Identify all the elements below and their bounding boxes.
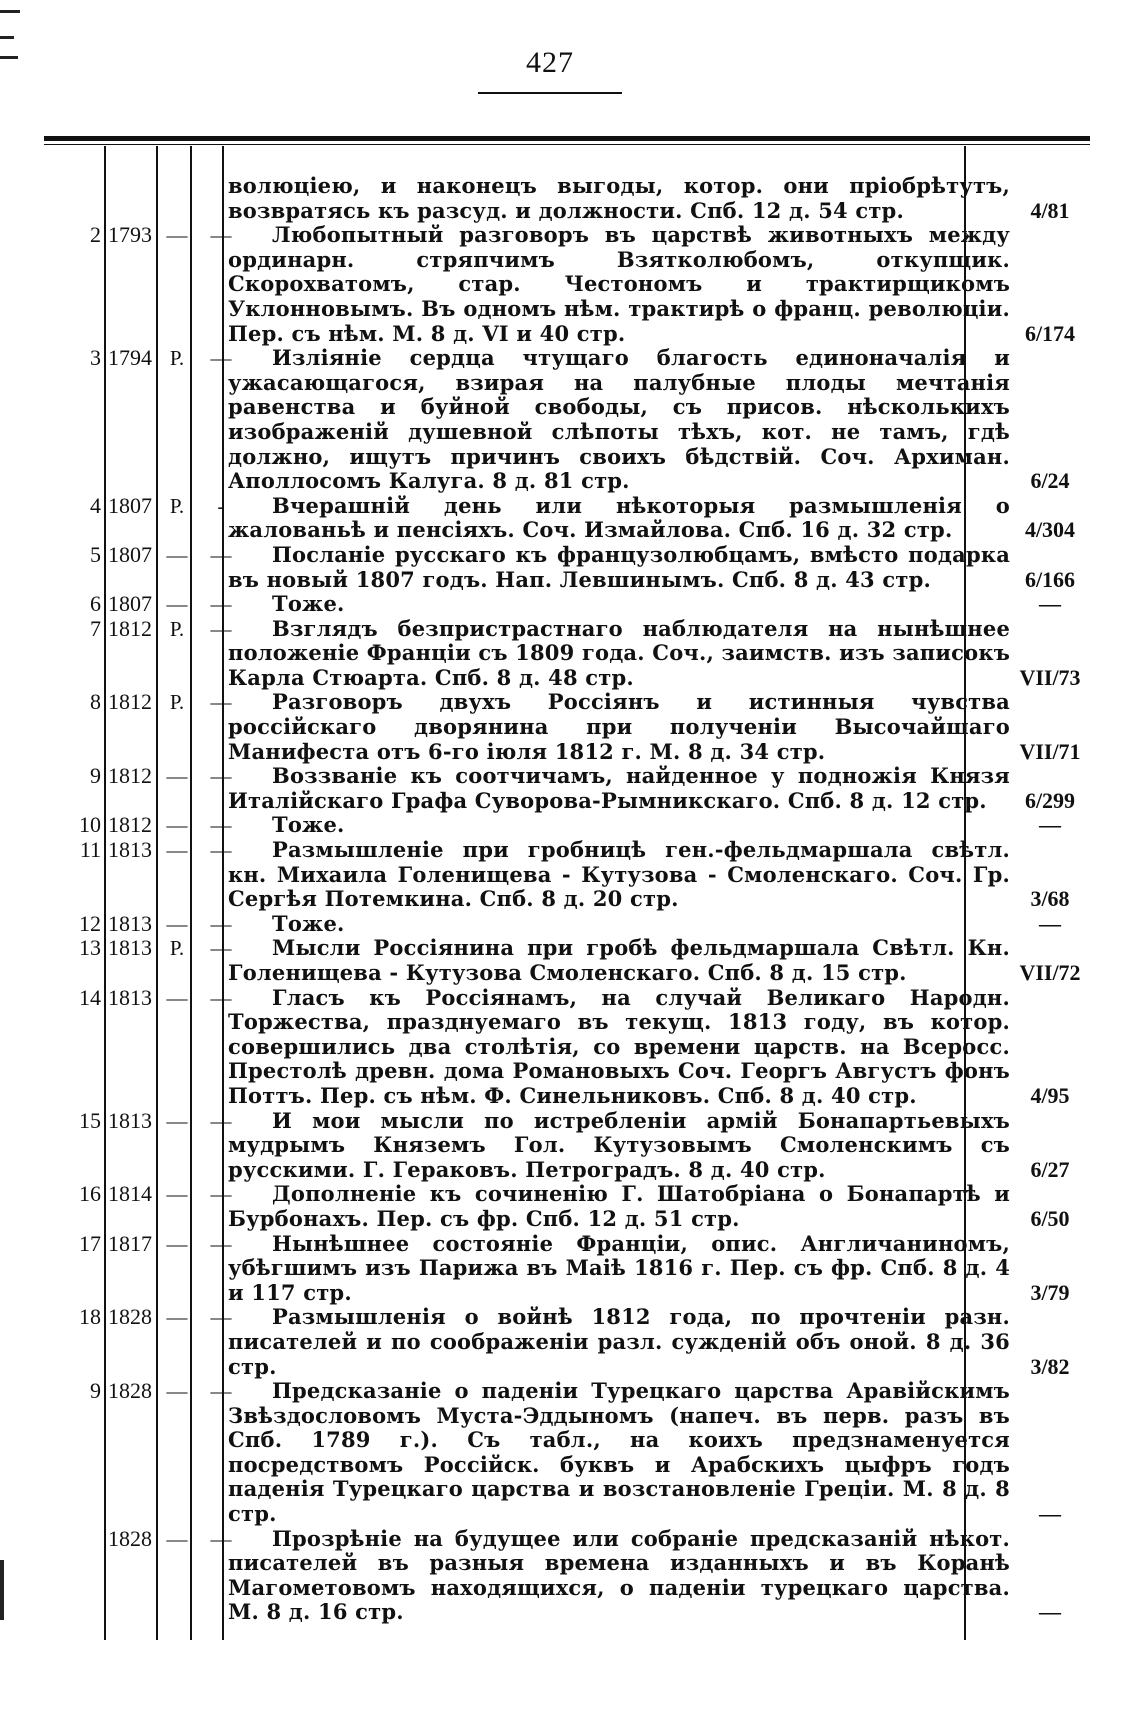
entry-year: 1812 <box>108 812 152 838</box>
entry-year: 1812 <box>108 763 152 789</box>
entry-mark: — <box>166 764 188 789</box>
entry-number: 6 <box>90 591 101 617</box>
catalog-entry <box>44 1232 1094 1306</box>
entry-price: VII/72 <box>1019 960 1081 985</box>
entry-year: 1813 <box>108 984 152 1010</box>
top-rule <box>44 136 1090 141</box>
entry-price: 6/27 <box>1030 1156 1070 1182</box>
entry-price: 6/174 <box>1024 320 1076 346</box>
entry-number: 17 <box>79 1230 101 1256</box>
entry-number: 16 <box>79 1181 101 1207</box>
entry-number: 4 <box>90 492 101 518</box>
catalog-entry <box>44 1379 1094 1527</box>
entry-price: 4/81 <box>1030 197 1070 223</box>
entry-mark2: — <box>210 223 232 248</box>
entry-mark2: — <box>210 1379 232 1404</box>
entry-text: Предсказаніе о паденіи Турецкаго царства Аравійскимъ Звѣздословомъ Муста-Эддыномъ (напеч. въ перв. разъ въ Спб. 1789 г.). Съ табл., на коихъ предзнаменуется посредствомъ Россійск. буквъ и Арабскихъ цыфръ годъ паденія Турецкаго царства и возстановленіе Греціи. М. 8 д. 8 стр. <box>228 1378 1010 1527</box>
entry-text: Нынѣшнее состояніе Франціи, опис. Англичаниномъ, убѣгшимъ изъ Парижа въ Маіѣ 1816 г. Пер. съ фр. Спб. 8 д. 4 и 117 стр. <box>228 1230 1010 1305</box>
catalog-entry <box>44 223 1094 346</box>
entry-text: Гласъ къ Россіянамъ, на случай Великаго Народн. Торжества, празднуемаго въ текущ. 1813 году, въ котор. совершились два столѣтія, со времени царств. на Всеросс. Престолѣ древн. дома Романовыхъ Соч. Георгъ Августъ фонъ Поттъ. Пер. съ нѣм. Ф. Синельниковъ. Спб. 8 д. 40 стр. <box>228 984 1010 1108</box>
catalog-entry <box>44 1305 1094 1379</box>
entry-mark2: — <box>210 542 232 567</box>
entry-year: 1812 <box>108 689 152 715</box>
entry-text: Взглядъ безпристрастнаго наблюдателя на нынѣшнее положеніе Франціи съ 1809 года. Соч., заимств. изъ записокъ Карла Стюарта. Спб. 8 д. 48 стр. <box>228 615 1010 690</box>
entry-text: Мысли Россіянина при гробѣ фельдмаршала Свѣтл. Кн. Голенищева - Кутузова Смоленскаго. Спб. 8 д. 15 стр. <box>228 935 1010 985</box>
entry-number: 9 <box>90 1378 101 1404</box>
page-number-rule <box>478 92 622 94</box>
entry-mark2: — <box>210 911 232 936</box>
catalog-entry <box>44 174 1094 223</box>
catalog-entry <box>44 764 1094 813</box>
entry-number: 10 <box>79 812 101 838</box>
entry-text: Тоже. <box>272 910 345 936</box>
catalog-entry <box>44 346 1094 494</box>
catalog-entry <box>44 1109 1094 1183</box>
entry-mark: — <box>166 838 188 863</box>
entry-text: Любопытный разговоръ въ царствѣ животныхъ между ординарн. стряпчимъ Взятколюбомъ, откупщик. Скорохватомъ, стар. Честономъ и трактирщикомъ Уклонновымъ. Въ одномъ нѣм. трактирѣ о франц. революціи. Пер. съ нѣм. М. 8 д. VI и 40 стр. <box>228 222 1010 346</box>
entry-mark: — <box>166 985 188 1010</box>
entry-mark: Р. <box>169 690 185 715</box>
catalog-entry <box>44 494 1094 543</box>
entry-number: 12 <box>79 910 101 936</box>
entry-mark2: — <box>210 813 232 838</box>
entry-mark2: — <box>210 592 232 617</box>
entry-text: И мои мысли по истребленіи армій Бонапартьевыхъ мудрымъ Княземъ Гол. Кутузовымъ Смоленскимъ съ русскими. Г. Гераковъ. Петроградъ. 8 д. 40 стр. <box>228 1107 1010 1182</box>
entry-mark: — <box>166 1526 188 1551</box>
entry-mark: — <box>166 1231 188 1256</box>
entry-number: 11 <box>79 837 101 863</box>
entry-price: — <box>1039 591 1061 617</box>
entry-text: Дополненіе къ сочиненію Г. Шатобріана о Бонапартѣ и Бурбонахъ. Пер. съ фр. Спб. 12 д. 51 стр. <box>228 1181 1010 1231</box>
entry-mark2: — <box>210 1231 232 1256</box>
catalog-table <box>44 174 1094 1625</box>
entry-mark2: — <box>210 936 232 961</box>
entry-number: 3 <box>90 345 101 371</box>
entry-number: 13 <box>79 935 101 961</box>
entry-year: 1807 <box>108 591 152 617</box>
entry-mark2: — <box>210 616 232 641</box>
entry-year: 1813 <box>108 910 152 936</box>
catalog-entry <box>44 838 1094 912</box>
scan-mark <box>0 1560 4 1620</box>
entry-year: 1813 <box>108 837 152 863</box>
entry-number: 18 <box>79 1304 101 1330</box>
entry-text: Тоже. <box>272 591 345 617</box>
entry-text: Воззваніе къ соотчичамъ, найденное у подножія Князя Италійскаго Графа Суворова-Рымникскаго. Спб. 8 д. 12 стр. <box>228 763 1010 813</box>
entry-mark: — <box>166 542 188 567</box>
entry-number: 8 <box>90 689 101 715</box>
catalog-entry <box>44 1527 1094 1625</box>
entry-mark: — <box>166 1182 188 1207</box>
entry-text: Разговоръ двухъ Россіянъ и истинныя чувства россійскаго дворянина при полученіи Высочайшаго Манифеста отъ 6-го іюля 1812 г. М. 8 д. 34 стр. <box>228 689 1010 764</box>
entry-number: 15 <box>79 1107 101 1133</box>
entry-year: 1807 <box>108 492 152 518</box>
entry-number: 7 <box>90 615 101 641</box>
entry-price: 3/68 <box>1030 886 1070 912</box>
catalog-entry <box>44 617 1094 691</box>
entry-mark: — <box>166 1108 188 1133</box>
entry-year: 1814 <box>108 1181 152 1207</box>
entry-price: — <box>1039 1501 1061 1527</box>
entry-mark: — <box>166 223 188 248</box>
catalog-entry <box>44 592 1094 617</box>
entry-mark: — <box>166 592 188 617</box>
entry-mark2: — <box>210 985 232 1010</box>
entry-text: Изліяніе сердца чтущаго благость единоначалія и ужасающагося, взирая на палубные плоды мечтанія равенства и буйной свободы, съ присов. нѣсколькихъ изображеній душевной слѣпоты тѣхъ, кот. не тамъ, гдѣ должно, ищутъ причинъ своихъ бѣдствій. Соч. Архиман. Аполлосомъ Калуга. 8 д. 81 стр. <box>228 345 1010 494</box>
entry-price: 4/304 <box>1024 517 1076 543</box>
entry-price: 6/50 <box>1030 1205 1070 1231</box>
catalog-entry <box>44 1182 1094 1231</box>
entry-year: 1812 <box>108 615 152 641</box>
top-rule-thin <box>44 144 1090 145</box>
entry-mark2: — <box>210 1526 232 1551</box>
entry-mark2: — <box>210 1305 232 1330</box>
entry-mark: — <box>166 813 188 838</box>
entry-mark: Р. <box>169 493 185 518</box>
scan-mark <box>0 10 20 13</box>
entry-price: — <box>1039 812 1061 838</box>
entry-price: 6/166 <box>1024 566 1076 592</box>
entry-year: 1817 <box>108 1230 152 1256</box>
entry-text: Размышленіе при гробницѣ ген.-фельдмаршала свѣтл. кн. Михаила Голенищева - Кутузова - Смоленскаго. Соч. Гр. Сергѣя Потемкина. Спб. 8 д. 20 стр. <box>228 837 1010 912</box>
entry-year: 1807 <box>108 541 152 567</box>
entry-mark2: — <box>210 838 232 863</box>
entry-mark2: - <box>217 493 225 518</box>
entry-year: 1794 <box>108 345 152 371</box>
entry-mark: — <box>166 911 188 936</box>
entry-price: — <box>1039 910 1061 936</box>
entry-text: Тоже. <box>272 812 345 838</box>
catalog-entry <box>44 912 1094 937</box>
entry-text: Вчерашній день или нѣкоторыя размышленія о жалованьѣ и пенсіяхъ. Соч. Измайлова. Спб. 16 д. 32 стр. <box>228 492 1010 543</box>
entry-price: 6/299 <box>1024 787 1076 813</box>
entry-mark: — <box>166 1305 188 1330</box>
catalog-entry <box>44 690 1094 764</box>
entry-text: Посланіе русскаго къ французолюбцамъ, вмѣсто подарка въ новый 1807 годъ. Нап. Левшинымъ. Спб. 8 д. 43 стр. <box>228 541 1010 592</box>
entry-price: VII/73 <box>1019 664 1081 690</box>
entry-mark2: — <box>210 346 232 371</box>
catalog-entry <box>44 986 1094 1109</box>
entry-year: 1828 <box>108 1304 152 1330</box>
entry-price: 4/95 <box>1030 1082 1070 1108</box>
entry-number: 2 <box>90 222 101 248</box>
entry-mark2: — <box>210 1108 232 1133</box>
entry-price: 6/24 <box>1030 468 1070 494</box>
entry-year: 1813 <box>108 935 152 961</box>
catalog-entry <box>44 543 1094 592</box>
entry-number: 9 <box>90 763 101 789</box>
entry-price: 3/82 <box>1030 1353 1070 1379</box>
catalog-entry <box>44 813 1094 838</box>
catalog-entry <box>44 936 1094 985</box>
entry-mark: Р. <box>169 346 185 371</box>
entry-text: волюціею, и наконецъ выгоды, котор. они пріобрѣтутъ, возвратясь къ разсуд. и должности. Спб. 12 д. 54 стр. <box>228 173 1010 223</box>
entry-price: VII/71 <box>1019 738 1081 764</box>
entry-mark: Р. <box>169 616 185 641</box>
entry-mark2: — <box>210 1182 232 1207</box>
entry-mark: — <box>166 1379 188 1404</box>
scan-mark <box>0 36 14 39</box>
entry-year: 1793 <box>108 222 152 248</box>
entry-year: 1828 <box>108 1378 152 1404</box>
entry-text: Размышленія о войнѣ 1812 года, по прочтеніи разн. писателей и по соображеніи разл. сужденій объ оной. 8 д. 36 стр. <box>228 1304 1010 1379</box>
page-number: 427 <box>526 46 574 79</box>
entry-mark2: — <box>210 690 232 715</box>
entry-mark: Р. <box>169 936 185 961</box>
entry-price: — <box>1039 1599 1061 1625</box>
entry-number: 5 <box>90 541 101 567</box>
entry-number: 14 <box>79 984 101 1010</box>
entry-mark2: — <box>210 764 232 789</box>
entry-text: Прозрѣніе на будущее или собраніе предсказаній нѣкот. писателей въ разныя времена изданныхъ и въ Коранѣ Магометовомъ находящихся, о паденіи турецкаго царства. М. 8 д. 16 стр. <box>228 1525 1010 1625</box>
scan-mark <box>0 56 18 59</box>
entry-year: 1828 <box>108 1525 152 1551</box>
entry-price: 3/79 <box>1030 1279 1070 1305</box>
entry-year: 1813 <box>108 1107 152 1133</box>
